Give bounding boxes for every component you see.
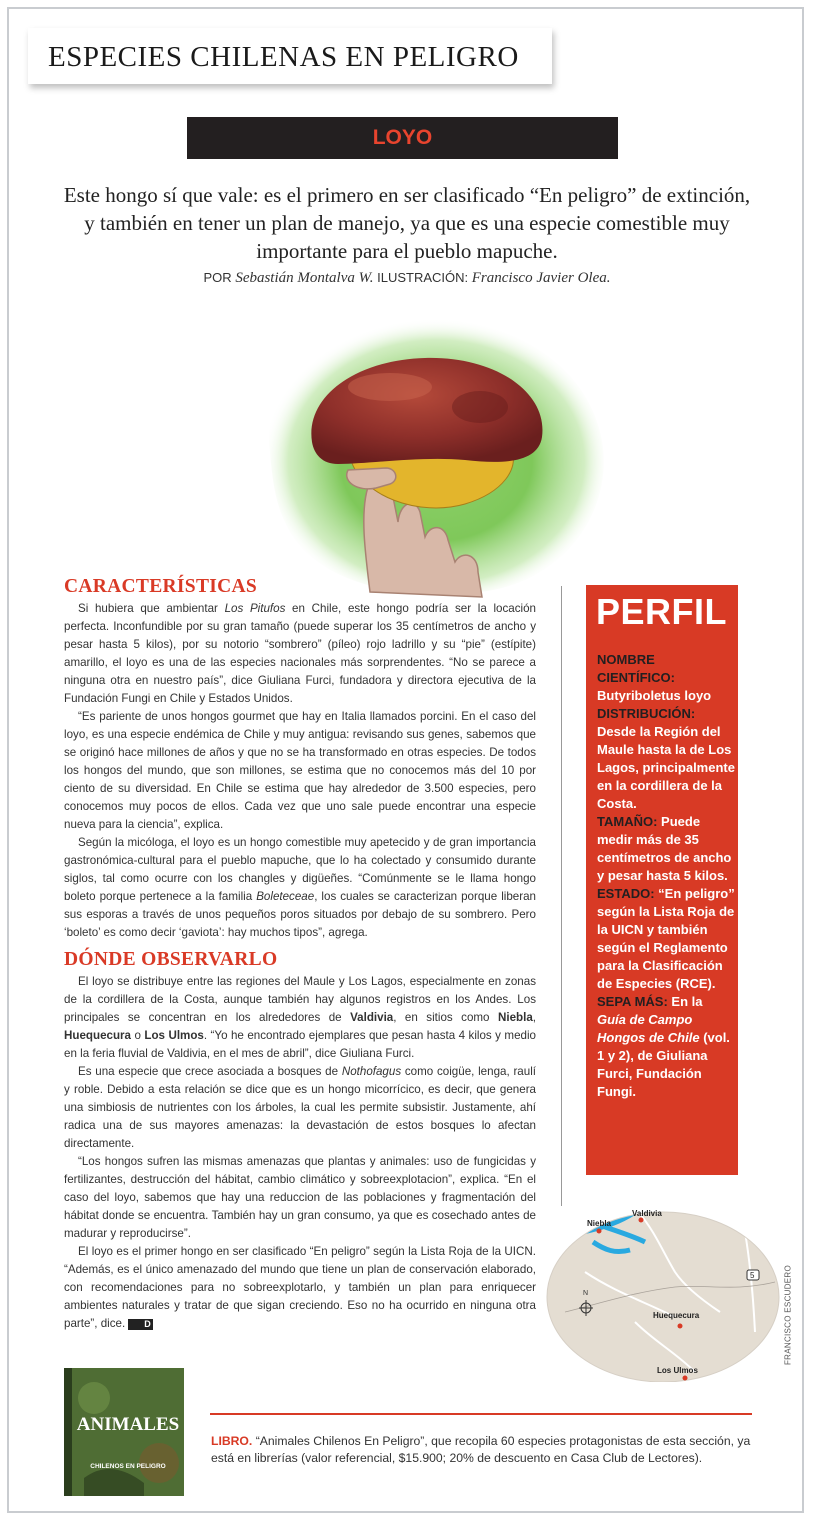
mushroom-illustration (250, 292, 620, 602)
paragraph: Es una especie que crece asociada a bosques de Nothofagus como coigüe, lenga, raulí y roble. Debido a esta relación se dice que es un hongo micorrícico, es decir, que genera una simbiosis de nutrientes con los árboles, la cual les permite subsistir. Justamente, ahí radica una de sus mayores amenazas: la devastación de estos bosques lo afectan directamente. (64, 1065, 536, 1150)
article-body (64, 575, 536, 1333)
route-number: 5 (750, 1271, 755, 1280)
cap-spot (452, 391, 508, 423)
map-point-niebla (597, 1229, 602, 1234)
map-label-huequecura: Huequecura (653, 1311, 700, 1320)
perfil-value-estado: “En peligro” según la Lista Roja de la UICN y también según el Reglamento para la Clasificación de Especies (RCE). (597, 886, 735, 991)
map-north-label: N (583, 1290, 589, 1297)
paragraph: Si hubiera que ambientar Los Pitufos en Chile, este hongo podría ser la locación perfecta. Inconfundible por su gran tamaño (puede superar los 35 centímetros de ancho y pesar hasta 5 kilos), por su notorio “sombrero” (píleo) rojo ladrillo y su “pie” (estípite) amarillo, el loyo es una de las especies nacionales más sorprendentes. “No se parece a ninguna otra en nuestro país”, dice Giuliana Furci, fundadora y directora ejecutiva de la Fundación Fungi en Chile y Estados Unidos. (64, 602, 536, 705)
map-point-valdivia (639, 1218, 644, 1223)
book-cover-title: ANIMALES (76, 1414, 180, 1435)
paragraph: “Los hongos sufren las mismas amenazas que plantas y animales: uso de fungicidas y fertilizantes, destrucción del hábitat, cambio climático y sobreexplotacion”, explica. “En el caso del loyo, sabemos que hay una reduccion de las poblaciones y fragmentación del hábitat donde se encuentra. También hay un gran consumo, ya que es cosechado antes de madurar y reproducirse”. (64, 1155, 536, 1240)
perfil-label-sepa: SEPA MÁS: (597, 994, 668, 1009)
perfil-label-tamano: TAMAÑO: (597, 814, 658, 829)
perfil-body (597, 651, 735, 1101)
map-point-huequecura (678, 1324, 683, 1329)
paragraph: Según la micóloga, el loyo es un hongo comestible muy apetecido y de gran importancia gastronómica-cultural para el pueblo mapuche, que lo ha colectado y consumido durante siglos, tal como ocurre con los changles y digüeñes. “Comúnmente se le llama hongo boleto porque pertenece a la familia Boleteceae, los cuales se caracterizan porque liberan sus esporas a través de unos pequeños poros situados por debajo de su sombrero. Pero ‘boleto’ es como decir ‘gaviota’: hay muchos tipos”, agrega. (64, 836, 536, 939)
perfil-guide-title: Guía de Campo Hongos de Chile (597, 1012, 700, 1045)
map-lake (665, 1198, 705, 1207)
book-label: LIBRO. (211, 1434, 253, 1448)
location-map (545, 1192, 781, 1382)
perfil-title: PERFIL (596, 591, 728, 632)
perfil-value-tamano: Puede medir más de 35 centímetros de ancho y pesar hasta 5 kilos. (597, 814, 732, 883)
end-mark-icon: D (128, 1319, 153, 1330)
perfil-label-nombre: NOMBRE CIENTÍFICO: (597, 652, 675, 685)
illustration-credit (781, 1245, 795, 1385)
paragraph: “Es pariente de unos hongos gourmet que hay en Italia llamados porcini. En el caso del loyo, es una especie endémica de Chile y muy antigua: revisando sus genes, sabemos que se originó hace millones de años y que no se ha transformado en otras especies. De todos los hongos del mundo, que son millones, se estima que no conocemos más del 10 por ciento de su diversidad. En Chile se estima que hay alrededor de 3.500 especies, pero conocemos muy pocos de ellos. Cada vez que uno sale puede encontrar una especie nueva para la ciencia”, explica. (64, 710, 536, 831)
column-divider (561, 586, 562, 1206)
byline-illustration-label: ILUSTRACIÓN: (377, 270, 469, 285)
book-cover-subtitle: CHILENOS EN PELIGRO (90, 1463, 166, 1470)
byline-author: Sebastián Montalva W. (235, 270, 374, 286)
species-name: LOYO (372, 126, 433, 149)
species-bar (187, 117, 618, 159)
lede: Este hongo sí que vale: es el primero en ser clasificado “En peligro” de extinción, y también en tener un plan de manejo, ya que es una especie comestible muy importante para el pueblo mapuche. (63, 183, 751, 263)
section-title: ESPECIES CHILENAS EN PELIGRO (48, 41, 519, 73)
perfil-box (586, 585, 738, 1175)
book-text (211, 1433, 751, 1467)
map-label-los-ulmos: Los Ulmos (657, 1366, 698, 1375)
byline-illustrator: Francisco Javier Olea. (471, 270, 611, 286)
perfil-value-sepa: En la (671, 994, 703, 1009)
paragraph: El loyo es el primer hongo en ser clasificado “En peligro” según la Lista Roja de la UICN. “Además, es el único amenazado del mundo que tiene un plan de conservación elaborado, con recomendaciones para no sobreexplotarlo, y también un plan para enriquecer ambientes naturales y tratar de que sigan creciendo. Eso no ha ocurrido en ninguna otra parte”, dice. D (64, 1245, 536, 1330)
byline (60, 270, 754, 287)
perfil-label-estado: ESTADO: (597, 886, 655, 901)
perfil-value-nombre: Butyriboletus loyo (597, 688, 712, 703)
perfil-label-distribucion: DISTRIBUCIÓN: (597, 706, 696, 721)
heading-caracteristicas: CARACTERÍSTICAS (64, 576, 258, 597)
book-cover (64, 1368, 184, 1496)
book-rule (210, 1413, 752, 1415)
perfil-value-sepa-rest: (vol. 1 y 2), de Giuliana Furci, Fundación Fungi. (597, 1030, 730, 1099)
perfil-value-distribucion: Desde la Región del Maule hasta la de Los Lagos, principalmente en la cordillera de la Costa. (597, 724, 735, 811)
illustration-credit-text: FRANCISCO ESCUDERO (783, 1264, 793, 1366)
map-point-los-ulmos (683, 1376, 688, 1381)
map-label-niebla: Niebla (587, 1219, 612, 1228)
map-label-valdivia: Valdivia (632, 1209, 662, 1218)
heading-donde-observarlo: DÓNDE OBSERVARLO (64, 949, 278, 970)
book-description: “Animales Chilenos En Peligro”, que recopila 60 especies protagonistas de esta sección, ya está en librerías (valor referencial, $15.900; 20% de descuento en Casa Club de Lectores). (211, 1434, 751, 1465)
cap-highlight (348, 373, 432, 401)
byline-by-label: POR (203, 270, 232, 285)
paragraph: El loyo se distribuye entre las regiones del Maule y Los Lagos, especialmente en zonas de la cordillera de la Costa, aunque también hay algunos registros en los Andes. Los principales se concentran en los alrededores de Valdivia, en sitios como Niebla, Huequecura o Los Ulmos. “Yo he encontrado ejemplares que pesan hasta 4 kilos y medio en la feria fluvial de Valdivia, en el mes de abril”, dice Giuliana Furci. (64, 975, 536, 1060)
